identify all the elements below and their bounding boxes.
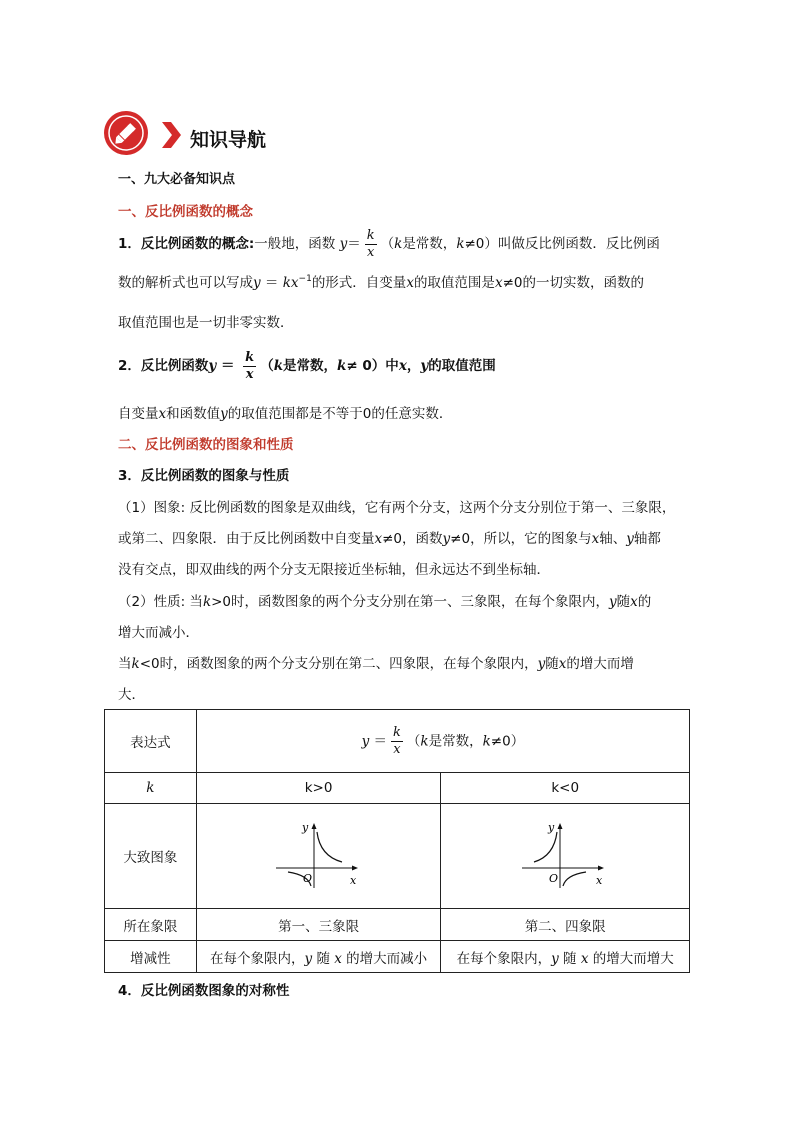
svg-text:x: x: [596, 874, 603, 887]
table-row: [105, 710, 690, 773]
row-label-quadrant: 所在象限: [105, 909, 197, 941]
table-row: [105, 941, 690, 973]
paragraph-1b: 数的解析式也可以写成$y = kx^{-1}$的形式．自变量x的取值范围是x≠0的一切实数，函数的: [118, 274, 644, 291]
svg-text:x: x: [349, 874, 356, 887]
page-title: 知识导航: [190, 129, 267, 151]
cell-k-negative: k<0: [441, 773, 690, 804]
section2-heading: 二、反比例函数的图象和性质: [118, 437, 294, 453]
outline-heading: 一、九大必备知识点: [118, 172, 236, 187]
paragraph-3a: （1）图象: 反比例函数的图象是双曲线，它有两个分支，这两个分支分别位于第一、三象限，: [118, 500, 676, 516]
table-row: [105, 909, 690, 941]
cell-monotonicity-negative: 在每个象限内，y 随 x 的增大而增大: [441, 941, 690, 973]
cell-monotonicity-positive: 在每个象限内，y 随 x 的增大而减小: [196, 941, 441, 973]
paragraph-3b: 或第二、四象限．由于反比例函数中自变量x≠0，函数y≠0，所以，它的图象与x轴、y轴都: [118, 531, 661, 547]
paragraph-1c: 取值范围也是一切非零实数．: [118, 315, 294, 331]
expression-cell: y ＝ $\frac{k}{x}$ （k是常数，k≠0）: [196, 710, 689, 773]
properties-table: [104, 709, 690, 973]
graph-negative-cell: [441, 804, 690, 909]
hyperbola-positive-graph: [274, 818, 364, 890]
svg-text:y: y: [301, 821, 308, 834]
cell-k-positive: k>0: [196, 773, 441, 804]
paragraph-2b: 自变量x和函数值y的取值范围都是不等于0的任意实数．: [118, 406, 453, 422]
pencil-icon: [103, 110, 149, 156]
paragraph-3-title: 3．反比例函数的图象与性质: [118, 468, 290, 484]
table-row: [105, 773, 690, 804]
paragraph-4-title: 4．反比例函数图象的对称性: [118, 983, 290, 999]
chevron-right-icon: [160, 120, 182, 150]
hyperbola-negative-graph: [520, 818, 610, 890]
svg-text:O: O: [302, 872, 312, 885]
paragraph-1: 1．反比例函数的概念:一般地，函数 y＝ $\frac{k}{x}$ （k是常数，k≠0）叫做反比例函数．反比例函: [118, 227, 660, 260]
svg-text:y: y: [548, 821, 555, 834]
paragraph-3g: 大．: [118, 687, 145, 703]
table-row: [105, 804, 690, 909]
svg-text:O: O: [549, 872, 559, 885]
row-label-expression: 表达式: [105, 710, 197, 773]
paragraph-3e: 增大而减小．: [118, 625, 199, 641]
paragraph-3c: 没有交点，即双曲线的两个分支无限接近坐标轴，但永远达不到坐标轴．: [118, 562, 550, 578]
row-label-graph: 大致图象: [105, 804, 197, 909]
paragraph-3f: 当k<0时，函数图象的两个分支分别在第二、四象限，在每个象限内，y随x的增大而增: [118, 656, 634, 672]
section1-heading: 一、反比例函数的概念: [118, 204, 253, 220]
graph-positive-cell: [196, 804, 441, 909]
paragraph-2-title: 2．反比例函数y ＝ $\frac{k}{x}$ （k是常数，k≠ 0）中x，y的取值范围: [118, 349, 496, 382]
row-label-monotonicity: 增减性: [105, 941, 197, 973]
cell-quadrant-positive: 第一、三象限: [196, 909, 441, 941]
row-label-k: k: [105, 773, 197, 804]
cell-quadrant-negative: 第二、四象限: [441, 909, 690, 941]
paragraph-3d: （2）性质: 当k>0时，函数图象的两个分支分别在第一、三象限，在每个象限内，y随x的: [118, 594, 652, 610]
